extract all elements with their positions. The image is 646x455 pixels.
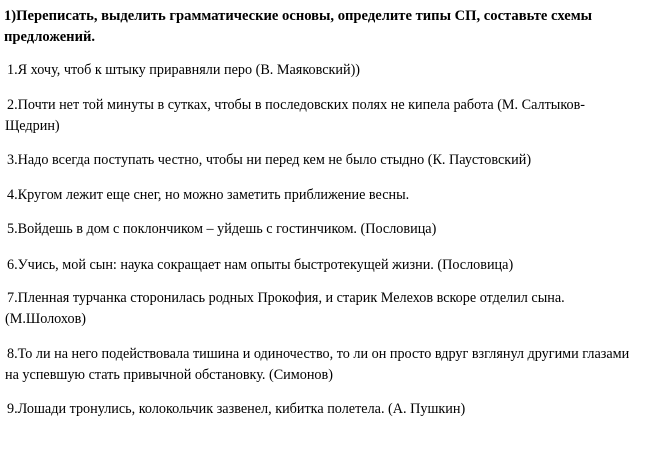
list-item — [5, 399, 637, 420]
list-item — [5, 150, 637, 171]
list-item — [5, 288, 637, 330]
list-item — [5, 60, 637, 81]
sentence-text: 1.Я хочу, чтоб к штыку приравняли перо (В. Маяковский)) — [7, 62, 361, 78]
list-item — [5, 344, 637, 386]
sentence-text: 3.Надо всегда поступать честно, чтобы ни перед кем не было стыдно (К. Паустовский) — [7, 152, 532, 168]
list-item — [5, 255, 637, 276]
task-heading: 1)Переписать, выделить грамматические основы, определите типы СП, составьте схемы предложений. — [4, 8, 593, 45]
sentence-text: 7.Пленная турчанка сторонилась родных Прокофия, и старик Мелехов вскоре отделил сына. (М.Шолохов) — [5, 290, 565, 327]
sentence-text: 6.Учись, мой сын: наука сокращает нам опыты быстротекущей жизни. (Пословица) — [7, 257, 514, 273]
list-item — [5, 95, 637, 137]
sentence-text: 8.То ли на него подействовала тишина и одиночество, то ли он просто вдруг взглянул другими глазами на успевшую стать привычной обстановку. (Симонов) — [5, 346, 630, 383]
sentence-text: 5.Войдешь в дом с поклончиком – уйдешь с гостинчиком. (Пословица) — [7, 221, 437, 237]
sentence-text: 4.Кругом лежит еще снег, но можно заметить приближение весны. — [7, 187, 410, 203]
list-item — [5, 185, 637, 206]
sentence-text: 9.Лошади тронулись, колокольчик зазвенел, кибитка полетела. (А. Пушкин) — [7, 401, 466, 417]
list-item — [5, 219, 637, 240]
sentence-text: 2.Почти нет той минуты в сутках, чтобы в последовских полях не кипела работа (М. Салтыков- Щедрин) — [5, 97, 586, 134]
